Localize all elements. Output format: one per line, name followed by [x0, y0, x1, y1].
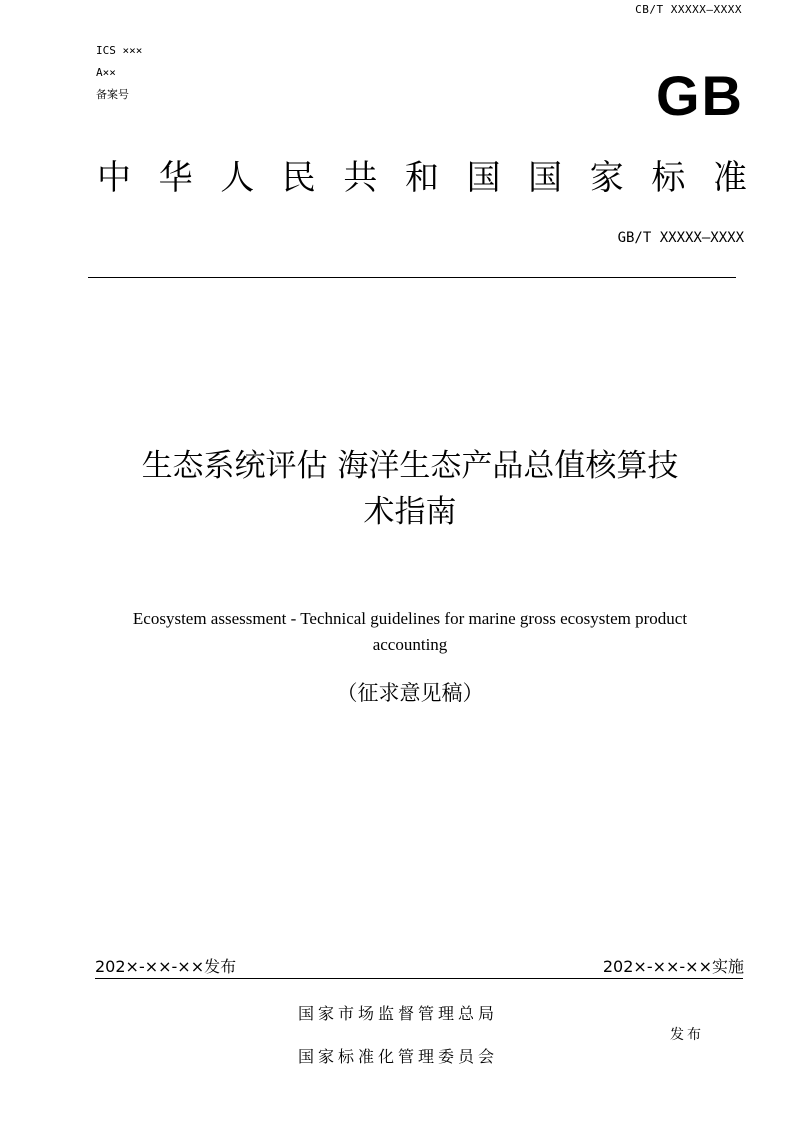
issued-label: 发布	[670, 1027, 704, 1043]
title-char: 国	[528, 158, 563, 198]
title-char: 共	[343, 158, 378, 198]
english-title	[60, 606, 760, 658]
bottom-divider	[95, 978, 743, 979]
top-divider	[88, 277, 736, 278]
title-char: 民	[281, 158, 316, 198]
national-standard-title	[97, 158, 747, 198]
title-char: 人	[220, 158, 255, 198]
title-char: 标	[651, 158, 686, 198]
title-char: 国	[466, 158, 501, 198]
title-char: 中	[97, 158, 131, 198]
chinese-title-line-1: 生态系统评估 海洋生态产品总值核算技	[141, 448, 679, 484]
title-char: 华	[158, 158, 193, 198]
chinese-title-line-2: 术指南	[363, 494, 457, 530]
standard-code: GB/T XXXXX—XXXX	[617, 230, 744, 246]
draft-label: （征求意见稿）	[336, 681, 484, 705]
gb-logo: GB	[656, 64, 744, 127]
record-number: 备案号	[96, 88, 129, 101]
title-char: 家	[589, 158, 624, 198]
title-char: 准	[712, 158, 747, 198]
english-title-line-1: Ecosystem assessment - Technical guidelines for marine gross ecosystem product	[132, 609, 688, 628]
header-standard-code: CB/T XXXXX—XXXX	[635, 3, 742, 16]
implement-date: 202×-××-××实施	[602, 957, 744, 976]
title-char: 和	[404, 158, 439, 198]
classification-code: A××	[96, 66, 116, 79]
publish-date: 202×-××-××发布	[95, 957, 237, 976]
issuer-samr: 国家市场监督管理总局	[298, 1004, 499, 1023]
issuer-sac: 国家标准化管理委员会	[298, 1047, 499, 1066]
meta-block	[96, 40, 142, 106]
chinese-title	[60, 443, 760, 535]
ics-number: ICS ×××	[96, 44, 143, 57]
english-title-line-2: accounting	[372, 635, 448, 654]
